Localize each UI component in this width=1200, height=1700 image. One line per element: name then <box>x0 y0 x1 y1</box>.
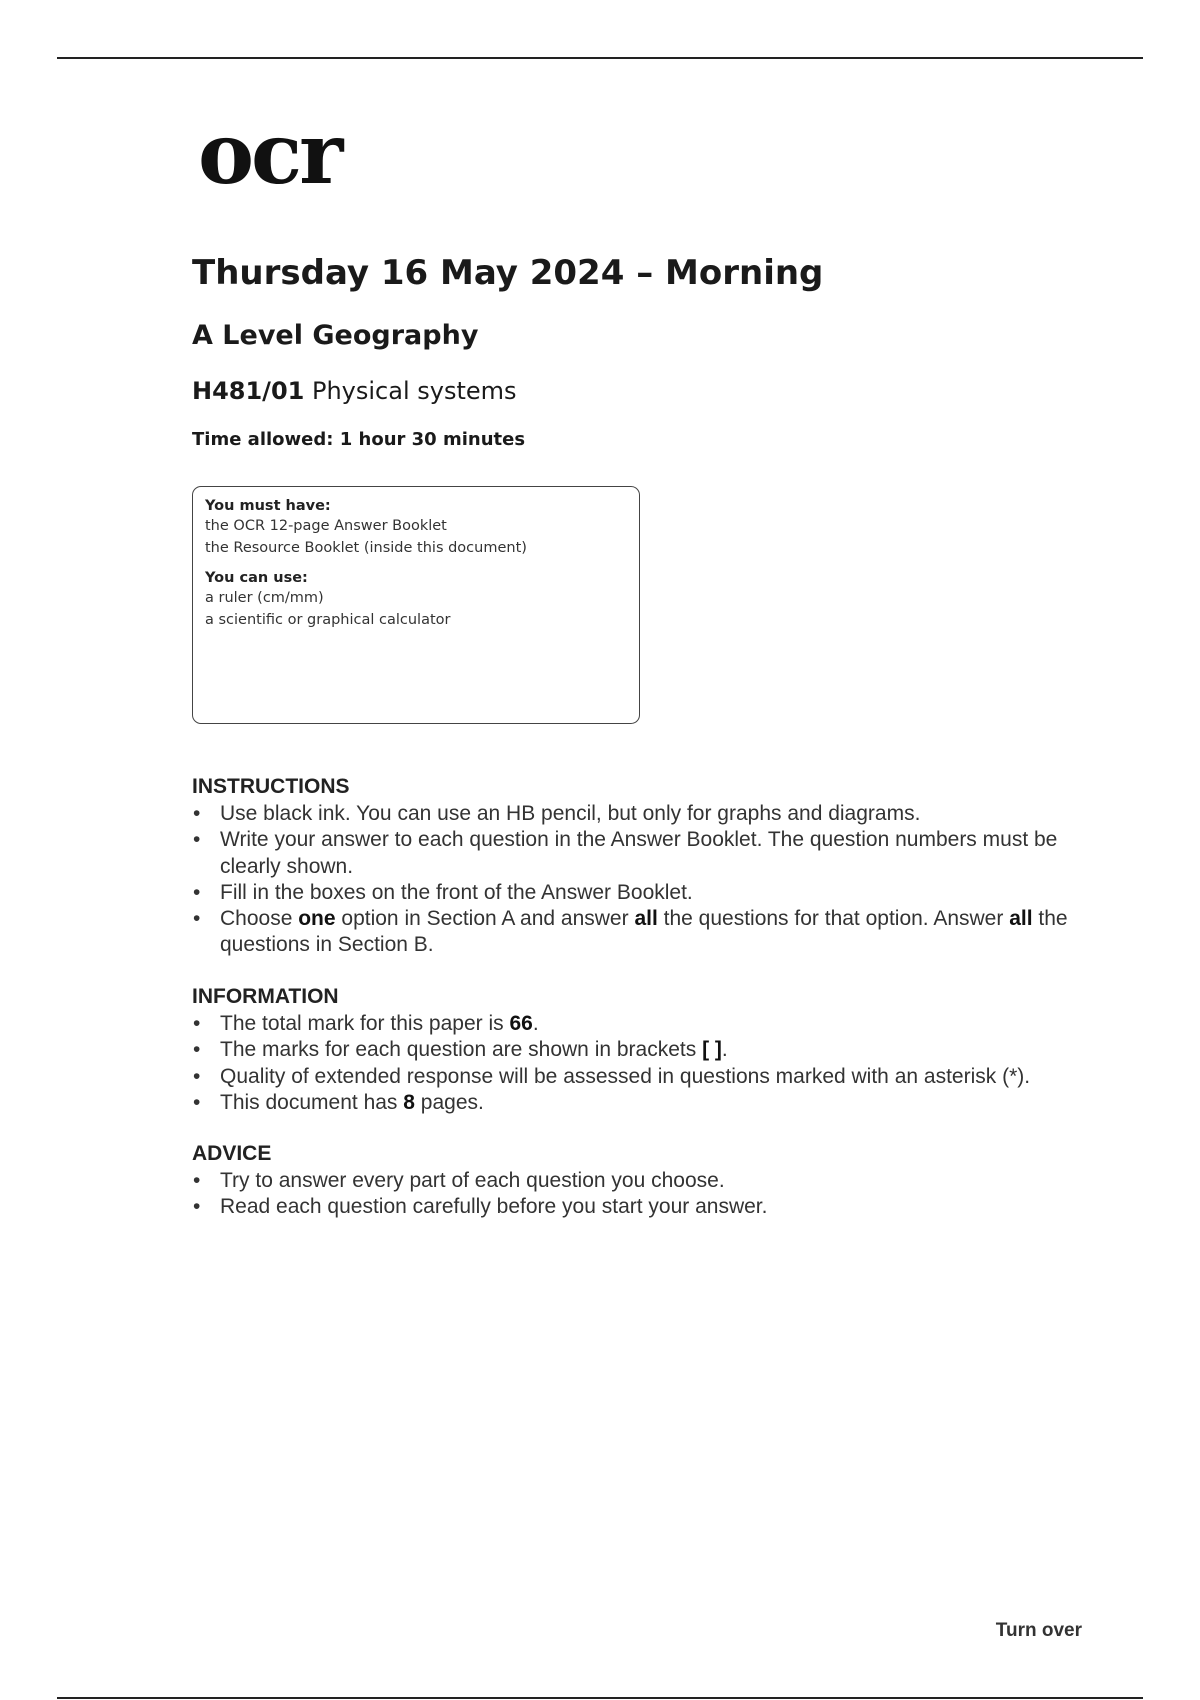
bottom-rule <box>57 1697 1143 1699</box>
paper-code-line <box>192 379 517 403</box>
bullet-icon: • <box>193 1012 201 1035</box>
exam-date: Thursday 16 May 2024 – Morning <box>192 253 824 293</box>
instructions-list <box>192 801 1092 959</box>
bullet-icon: • <box>193 1195 201 1219</box>
bullet-icon: • <box>193 1064 201 1088</box>
list-item <box>192 906 1092 959</box>
instruction-text: Choose one option in Section A and answer all the questions for that option. Answer all the questions in Section B. <box>220 907 1068 957</box>
information-heading: INFORMATION <box>192 985 339 1008</box>
must-have-heading: You must have: <box>205 498 331 514</box>
top-rule <box>57 57 1143 59</box>
information-text: The marks for each question are shown in brackets [ ]. <box>220 1038 728 1062</box>
list-item <box>192 1064 1092 1090</box>
information-text: This document has 8 pages. <box>220 1090 484 1114</box>
list-item <box>192 827 1092 880</box>
exam-subject: A Level Geography <box>192 320 479 351</box>
time-allowed: Time allowed: 1 hour 30 minutes <box>192 429 526 450</box>
bullet-icon: • <box>193 880 201 904</box>
information-list <box>192 1011 1092 1116</box>
list-item <box>192 801 1092 827</box>
turn-over-label: Turn over <box>995 1620 1082 1641</box>
paper-title: Physical systems <box>312 377 517 405</box>
can-use-item: a ruler (cm/mm) <box>205 590 324 606</box>
advice-heading: ADVICE <box>192 1142 272 1165</box>
bullet-icon: • <box>193 1090 201 1114</box>
can-use-item: a scientific or graphical calculator <box>205 612 451 628</box>
bullet-icon: • <box>193 1038 201 1062</box>
instruction-text: Use black ink. You can use an HB pencil, but only for graphs and diagrams. <box>220 802 921 825</box>
list-item <box>192 1090 1092 1116</box>
list-item <box>192 1168 1092 1194</box>
information-text: The total mark for this paper is 66. <box>220 1012 539 1035</box>
list-item <box>192 1194 1092 1220</box>
bullet-icon: • <box>193 1169 201 1192</box>
advice-list <box>192 1168 1092 1221</box>
must-have-item: the OCR 12-page Answer Booklet <box>205 518 447 534</box>
list-item <box>192 1037 1092 1063</box>
information-text: Quality of extended response will be assessed in questions marked with an asterisk (*). <box>220 1064 1031 1088</box>
advice-text: Read each question carefully before you start your answer. <box>220 1195 768 1219</box>
list-item <box>192 880 1092 906</box>
can-use-heading: You can use: <box>205 570 308 586</box>
instructions-heading: INSTRUCTIONS <box>192 775 350 798</box>
advice-text: Try to answer every part of each question you choose. <box>220 1169 725 1192</box>
paper-code: H481/01 <box>192 377 305 405</box>
instruction-text: Fill in the boxes on the front of the Answer Booklet. <box>220 880 693 904</box>
advice-section <box>192 1141 1092 1221</box>
must-have-item: the Resource Booklet (inside this document) <box>205 540 527 556</box>
list-item <box>192 1011 1092 1037</box>
information-section <box>192 984 1092 1116</box>
instructions-section <box>192 774 1092 959</box>
equipment-box <box>192 486 640 724</box>
bullet-icon: • <box>193 907 201 931</box>
bullet-icon: • <box>193 828 201 852</box>
ocr-logo: ocr <box>198 104 341 203</box>
bullet-icon: • <box>193 802 201 825</box>
instruction-text: Write your answer to each question in the Answer Booklet. The question numbers must be clearly shown. <box>220 828 1058 878</box>
